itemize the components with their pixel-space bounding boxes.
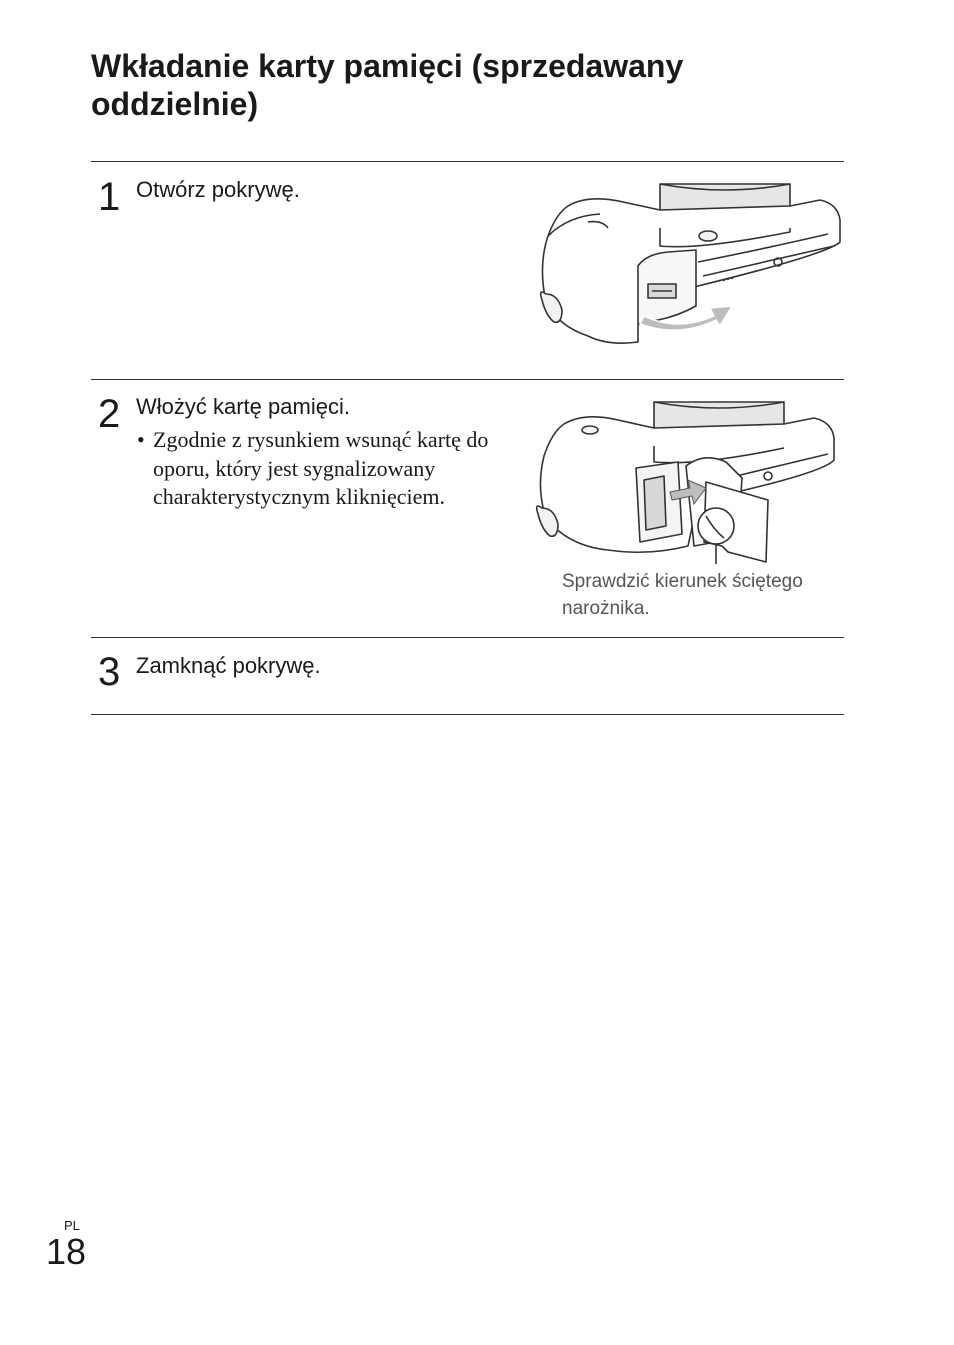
step-2-number: 2 — [98, 392, 121, 436]
page-title: Wkładanie karty pamięci (sprzedawany oddzielnie) — [91, 48, 684, 122]
step-3-number: 3 — [98, 650, 121, 694]
step-divider — [91, 637, 844, 638]
step-1-number: 1 — [98, 175, 121, 219]
step-1-text: Otwórz pokrywę. — [136, 177, 300, 202]
step-divider — [91, 161, 844, 162]
step-3-text: Zamknąć pokrywę. — [136, 653, 321, 678]
step-2-text: Włożyć kartę pamięci. — [136, 394, 350, 419]
page-language: PL — [64, 1218, 80, 1233]
card-corner-caption: Sprawdzić kierunek ściętego narożnika. — [562, 571, 803, 619]
step-2-bullet-text: Zgodnie z rysunkiem wsunąć kartę do oporu, który jest sygnalizowany charakterystycznym kliknięciem. — [153, 427, 489, 509]
page-number: 18 — [46, 1231, 87, 1272]
bullet-mark: • — [137, 427, 145, 452]
memory-card-insert-icon — [528, 396, 838, 564]
step-divider — [91, 379, 844, 380]
step-divider — [91, 714, 844, 715]
camera-open-cover-icon — [528, 176, 848, 352]
step-2-bullet — [137, 426, 507, 512]
